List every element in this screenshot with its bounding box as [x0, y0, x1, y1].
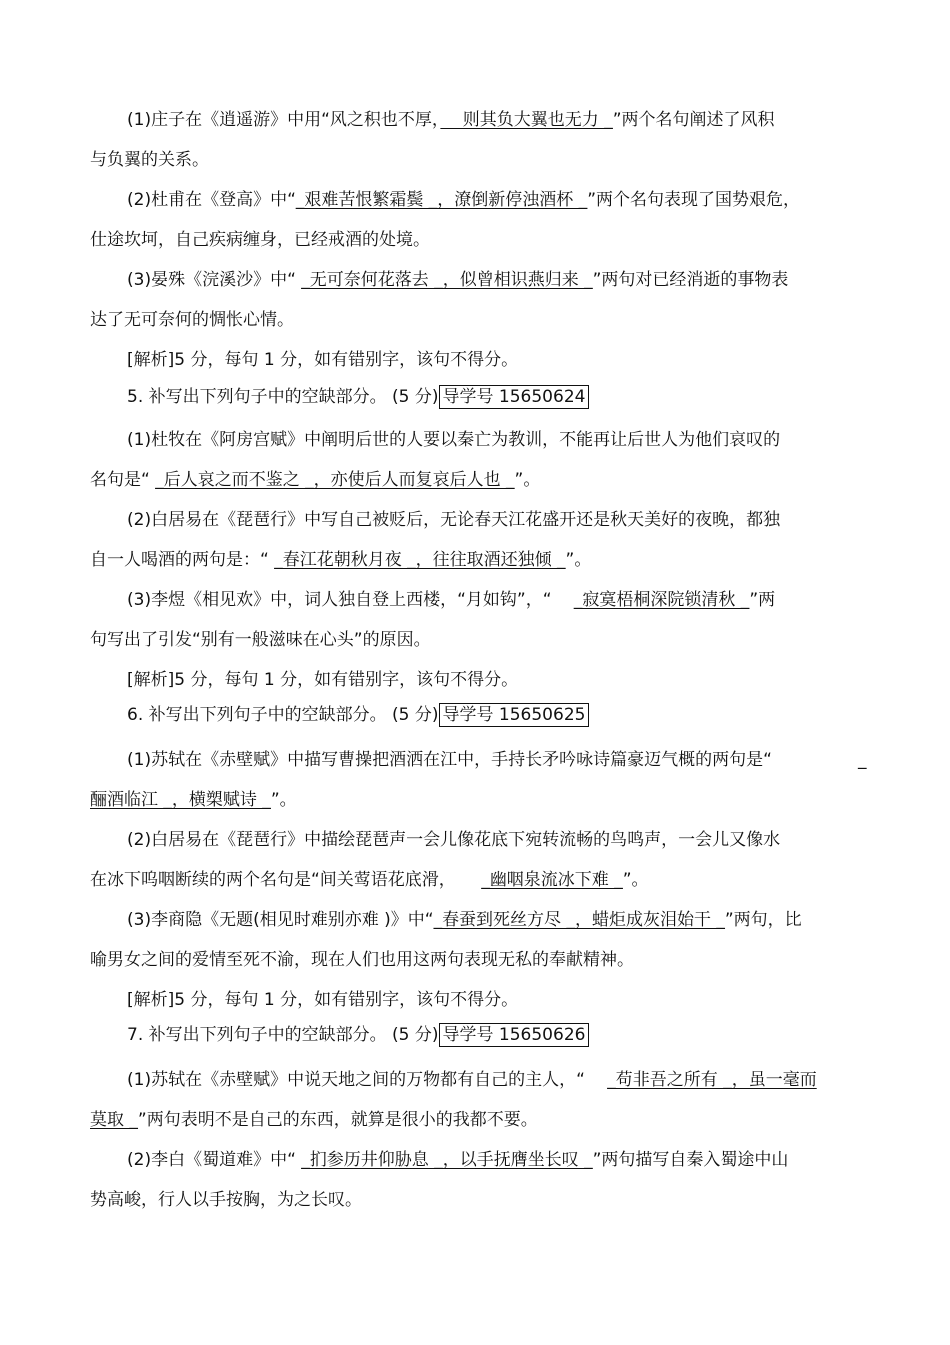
text-segment: ”两句，比 [724, 910, 802, 930]
text-segment: ”两句对已经消逝的事物表 [592, 270, 789, 290]
answer-blank: 酾酒临江 _，横槊赋诗 _ [90, 790, 271, 810]
answer-blank: _幽咽泉流冰下难 _ [481, 870, 623, 890]
text-segment: ”。 [514, 470, 541, 490]
text-line [90, 548, 591, 572]
text-line [90, 308, 294, 332]
answer-blank: _艰难苦恨繁霜鬓 _，潦倒新停浊酒杯 _ [295, 190, 588, 210]
answer-blank: _寂寞梧桐深院锁清秋 _ [573, 590, 750, 610]
text-line [127, 108, 775, 132]
text-line [127, 988, 518, 1012]
text-segment: (1)庄子在《逍遥游》中用“风之积也不厚， [127, 110, 441, 130]
text-line [127, 703, 589, 727]
text-line [90, 628, 431, 652]
answer-blank: _苟非吾之所有 _，虽一毫而 [607, 1070, 817, 1090]
text-segment: (3)晏殊《浣溪沙》中“ [127, 270, 302, 290]
text-line [90, 1188, 362, 1212]
text-segment: 6. 补写出下列句子中的空缺部分。 (5 分) [127, 705, 439, 725]
text-line [127, 268, 788, 292]
text-line [90, 1108, 538, 1132]
text-segment: ”两句描写自秦入蜀途中山 [592, 1150, 789, 1170]
text-line [127, 748, 772, 772]
text-segment: (2)白居易在《琵琶行》中写自己被贬后，无论春天江花盛开还是秋天美好的夜晚，都独 [127, 510, 781, 530]
text-line [90, 788, 297, 812]
text-segment: (2)白居易在《琵琶行》中描绘琵琶声一会儿像花底下宛转流畅的鸟鸣声，一会儿又像水 [127, 830, 781, 850]
text-line [127, 1068, 817, 1092]
text-line [127, 1148, 788, 1172]
guide-number-box: 导学号 15650624 [439, 385, 590, 409]
text-segment: (1)杜牧在《阿房宫赋》中阐明后世的人要以秦亡为教训，不能再让后世人为他们哀叹的 [127, 430, 781, 450]
text-segment: ”。 [270, 790, 297, 810]
text-line [127, 668, 518, 692]
text-line [127, 385, 589, 409]
text-segment: 5. 补写出下列句子中的空缺部分。 (5 分) [127, 387, 439, 407]
text-segment: 句写出了引发“别有一般滋味在心头”的原因。 [90, 630, 431, 650]
answer-blank: _春蚕到死丝方尽 _，蜡炬成灰泪始干 _ [433, 910, 725, 930]
text-line [127, 908, 802, 932]
text-segment: ”两 [749, 590, 776, 610]
text-line [127, 428, 780, 452]
text-line [90, 868, 649, 892]
text-segment: 达了无可奈何的惆怅心情。 [90, 310, 294, 330]
answer-blank: _春江花朝秋月夜 _，往往取酒还独倾 _ [274, 550, 566, 570]
text-segment: ”两个名句阐述了风积 [612, 110, 775, 130]
text-line [858, 748, 867, 772]
text-segment: (2)杜甫在《登高》中“ [127, 190, 296, 210]
text-segment: 与负翼的关系。 [90, 150, 209, 170]
text-segment: _ [858, 750, 867, 770]
text-segment: ”两个名句表现了国势艰危， [587, 190, 801, 210]
text-segment: ”。 [622, 870, 649, 890]
text-segment: [解析]5 分，每句 1 分，如有错别字，该句不得分。 [127, 350, 519, 370]
text-line [90, 228, 430, 252]
text-line [127, 828, 780, 852]
text-segment: (1)苏轼在《赤壁赋》中说天地之间的万物都有自己的主人，“ [127, 1070, 608, 1090]
answer-blank: 则其负大翼也无力 _ [440, 110, 613, 130]
text-segment: 喻男女之间的爱情至死不渝，现在人们也用这两句表现无私的奉献精神。 [90, 950, 634, 970]
text-line [127, 1023, 589, 1047]
text-line [90, 468, 540, 492]
text-line [90, 148, 209, 172]
answer-blank: _后人哀之而不鉴之 _，亦使后人而复哀后人也 _ [155, 470, 515, 490]
guide-number-box: 导学号 15650625 [439, 703, 590, 727]
text-segment: [解析]5 分，每句 1 分，如有错别字，该句不得分。 [127, 990, 519, 1010]
text-segment: 自一人喝酒的两句是：“ [90, 550, 275, 570]
text-segment: 仕途坎坷，自己疾病缠身，已经戒酒的处境。 [90, 230, 430, 250]
text-segment: ”。 [565, 550, 592, 570]
text-line [127, 588, 775, 612]
text-segment: (1)苏轼在《赤壁赋》中描写曹操把酒洒在江中，手持长矛吟咏诗篇豪迈气概的两句是“ [127, 750, 772, 770]
text-line [90, 948, 634, 972]
answer-blank: _扪参历井仰胁息 _，以手抚膺坐长叹 _ [301, 1150, 593, 1170]
text-segment: 名句是“ [90, 470, 156, 490]
text-line [127, 188, 800, 212]
text-segment: 势高峻，行人以手按胸，为之长叹。 [90, 1190, 362, 1210]
guide-number-box: 导学号 15650626 [439, 1023, 590, 1047]
text-segment: ”两句表明不是自己的东西，就算是很小的我都不要。 [137, 1110, 538, 1130]
text-segment: (2)李白《蜀道难》中“ [127, 1150, 302, 1170]
answer-blank: 莫取 _ [90, 1110, 138, 1130]
text-segment: (3)李煜《相见欢》中，词人独自登上西楼，“月如钩”，“ [127, 590, 574, 610]
text-segment: (3)李商隐《无题(相见时难别亦难 )》中“ [127, 910, 434, 930]
answer-blank: _无可奈何花落去 _，似曾相识燕归来 _ [301, 270, 593, 290]
text-segment: 在冰下呜咽断续的两个名句是“间关莺语花底滑， [90, 870, 482, 890]
text-segment: [解析]5 分，每句 1 分，如有错别字，该句不得分。 [127, 670, 519, 690]
text-line [127, 508, 780, 532]
text-segment: 7. 补写出下列句子中的空缺部分。 (5 分) [127, 1025, 439, 1045]
text-line [127, 348, 518, 372]
